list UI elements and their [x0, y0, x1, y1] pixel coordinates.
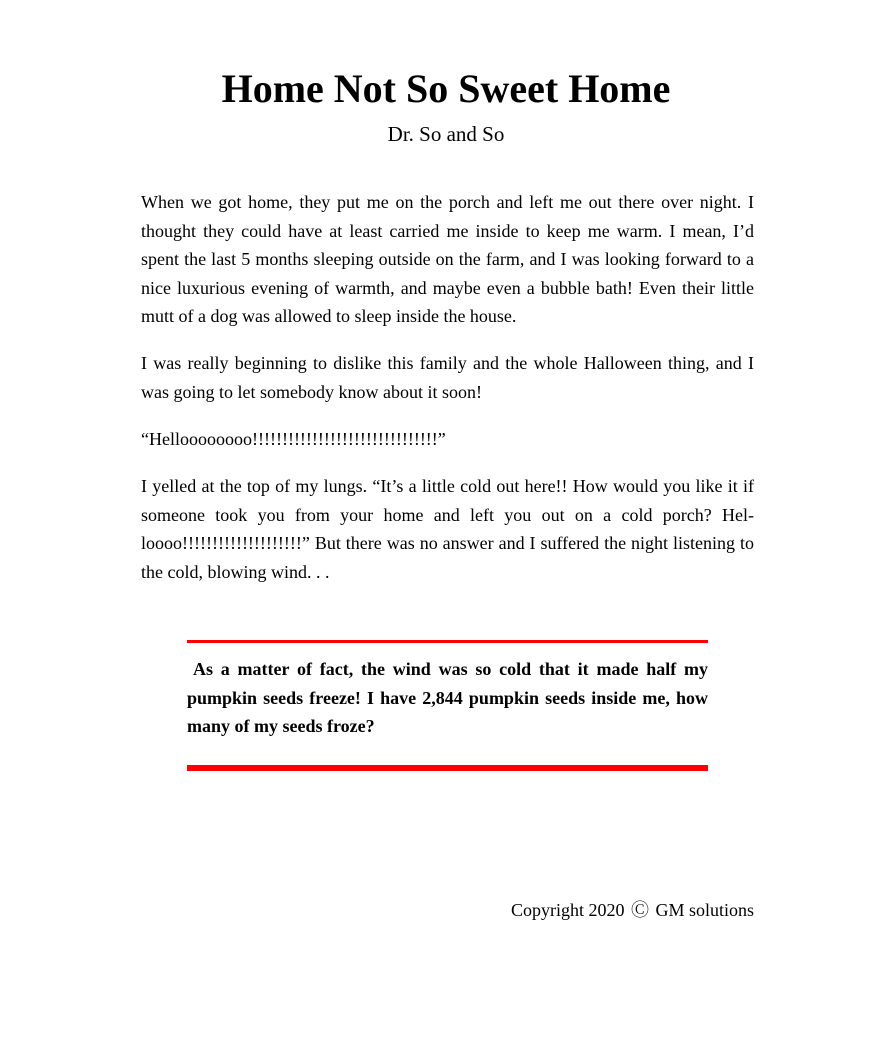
question-box	[187, 640, 708, 771]
story-paragraph: When we got home, they put me on the porch and left me out there over night. I thought they could have at least carried me inside to keep me warm. I mean, I’d spent the last 5 months sleeping outside on the farm, and I was looking forward to a nice luxurious evening of warmth, and maybe even a bubble bath! Even their little mutt of a dog was allowed to sleep inside the house.	[141, 192, 754, 327]
story-paragraph: I yelled at the top of my lungs. “It’s a little cold out here!! How would you like it if someone took you from your home and left you out on a cold porch? Hel-loooo!!!!!!!!!!!!!!!!!!!!” But there was no answer and I suffered the night listening to the cold, blowing wind. . .	[141, 476, 754, 583]
question-box-bottom-rule	[187, 765, 708, 771]
question-text: As a matter of fact, the wind was so cold that it made half my pumpkin seeds freeze! I have 2,844 pumpkin seeds inside me, how many of my seeds froze?	[187, 659, 708, 737]
document-title: Home Not So Sweet Home	[221, 66, 671, 111]
copyright-symbol-icon: Ⓒ	[630, 900, 649, 920]
copyright-owner: GM solutions	[655, 900, 754, 920]
copyright-prefix: Copyright 2020	[510, 900, 625, 920]
copyright-notice	[511, 897, 754, 923]
story-paragraph: “Helloooooooo!!!!!!!!!!!!!!!!!!!!!!!!!!!!!!!”	[141, 429, 446, 450]
story-paragraph: I was really beginning to dislike this family and the whole Halloween thing, and I was going to let somebody know about it soon!	[141, 353, 754, 403]
document-author: Dr. So and So	[387, 122, 505, 146]
story-body	[141, 188, 754, 605]
